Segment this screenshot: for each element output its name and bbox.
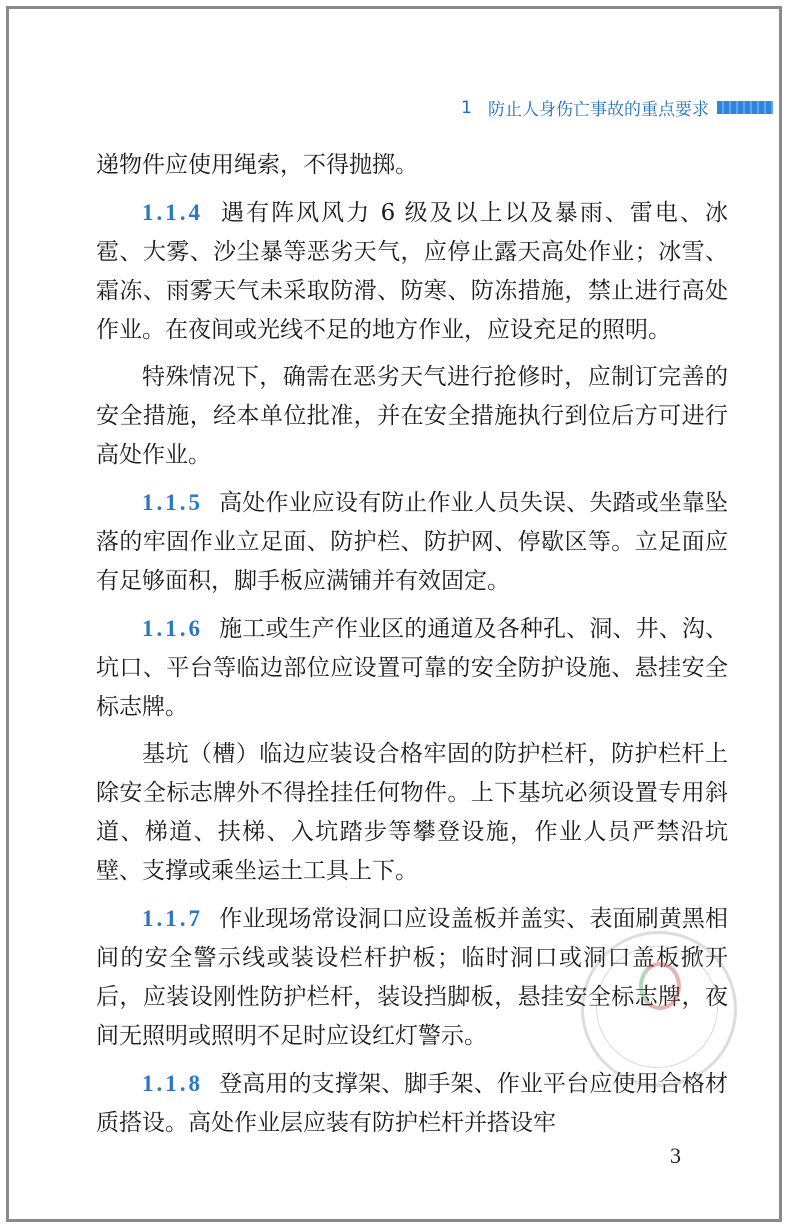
clause-1-1-6 [96, 609, 728, 727]
clause-number: 1.1.7 [142, 906, 203, 931]
book-page [6, 6, 782, 1222]
clause-text: 施工或生产作业区的通道及各种孔、洞、井、沟、坑口、平台等临边部位应设置可靠的安全防护设施、悬挂安全标志牌。 [96, 616, 728, 720]
page-number: 3 [670, 1143, 681, 1168]
header-decor-bar [717, 101, 773, 114]
chapter-number: 1 [461, 97, 472, 118]
clause-1-1-5 [96, 483, 728, 601]
clause-number: 1.1.6 [142, 616, 203, 641]
clause-1-1-4 [96, 193, 728, 350]
paragraph: 基坑（槽）临边应装设合格牢固的防护栏杆，防护栏杆上除安全标志牌外不得拴挂任何物件。上下基坑必须设置专用斜道、梯道、扶梯、入坑踏步等攀登设施，作业人员严禁沿坑壁、支撑或乘坐运土工具上下。 [96, 741, 728, 884]
clause-number: 1.1.5 [142, 490, 203, 515]
watermark-stamp [581, 931, 737, 1087]
clause-text: 作业现场常设洞口应设盖板并盖实、表面刷黄黑相间的安全警示线或装设栏杆护板；临时洞口或洞口盖板掀开后，应装设刚性防护栏杆，装设挡脚板，悬挂安全标志牌，夜间无照明或照明不足时应设红灯警示。 [96, 906, 728, 1049]
clause-text: 登高用的支撑架、脚手架、作业平台应使用合格材质搭设。高处作业层应装有防护栏杆并搭设牢 [96, 1071, 728, 1136]
clause-text: 高处作业应设有防止作业人员失误、失踏或坐靠坠落的牢固作业立足面、防护栏、防护网、停歇区等。立足面应有足够面积，脚手板应满铺并有效固定。 [96, 490, 728, 594]
running-header [461, 95, 773, 120]
clause-number: 1.1.4 [142, 200, 203, 225]
clause-number: 1.1.8 [142, 1071, 203, 1096]
clause-text: 遇有阵风风力 6 级及以上以及暴雨、雷电、冰雹、大雾、沙尘暴等恶劣天气，应停止露天高处作业；冰雪、霜冻、雨雾天气未采取防滑、防寒、防冻措施，禁止进行高处作业。在夜间或光线不足的地方作业，应设充足的照明。 [96, 200, 728, 343]
paragraph: 递物件应使用绳索，不得抛掷。 [96, 152, 418, 178]
paragraph: 特殊情况下，确需在恶劣天气进行抢修时，应制订完善的安全措施，经本单位批准，并在安全措施执行到位后方可进行高处作业。 [96, 364, 728, 468]
chapter-title: 防止人身伤亡事故的重点要求 [488, 100, 709, 120]
stamp-logo-icon [639, 962, 681, 1010]
